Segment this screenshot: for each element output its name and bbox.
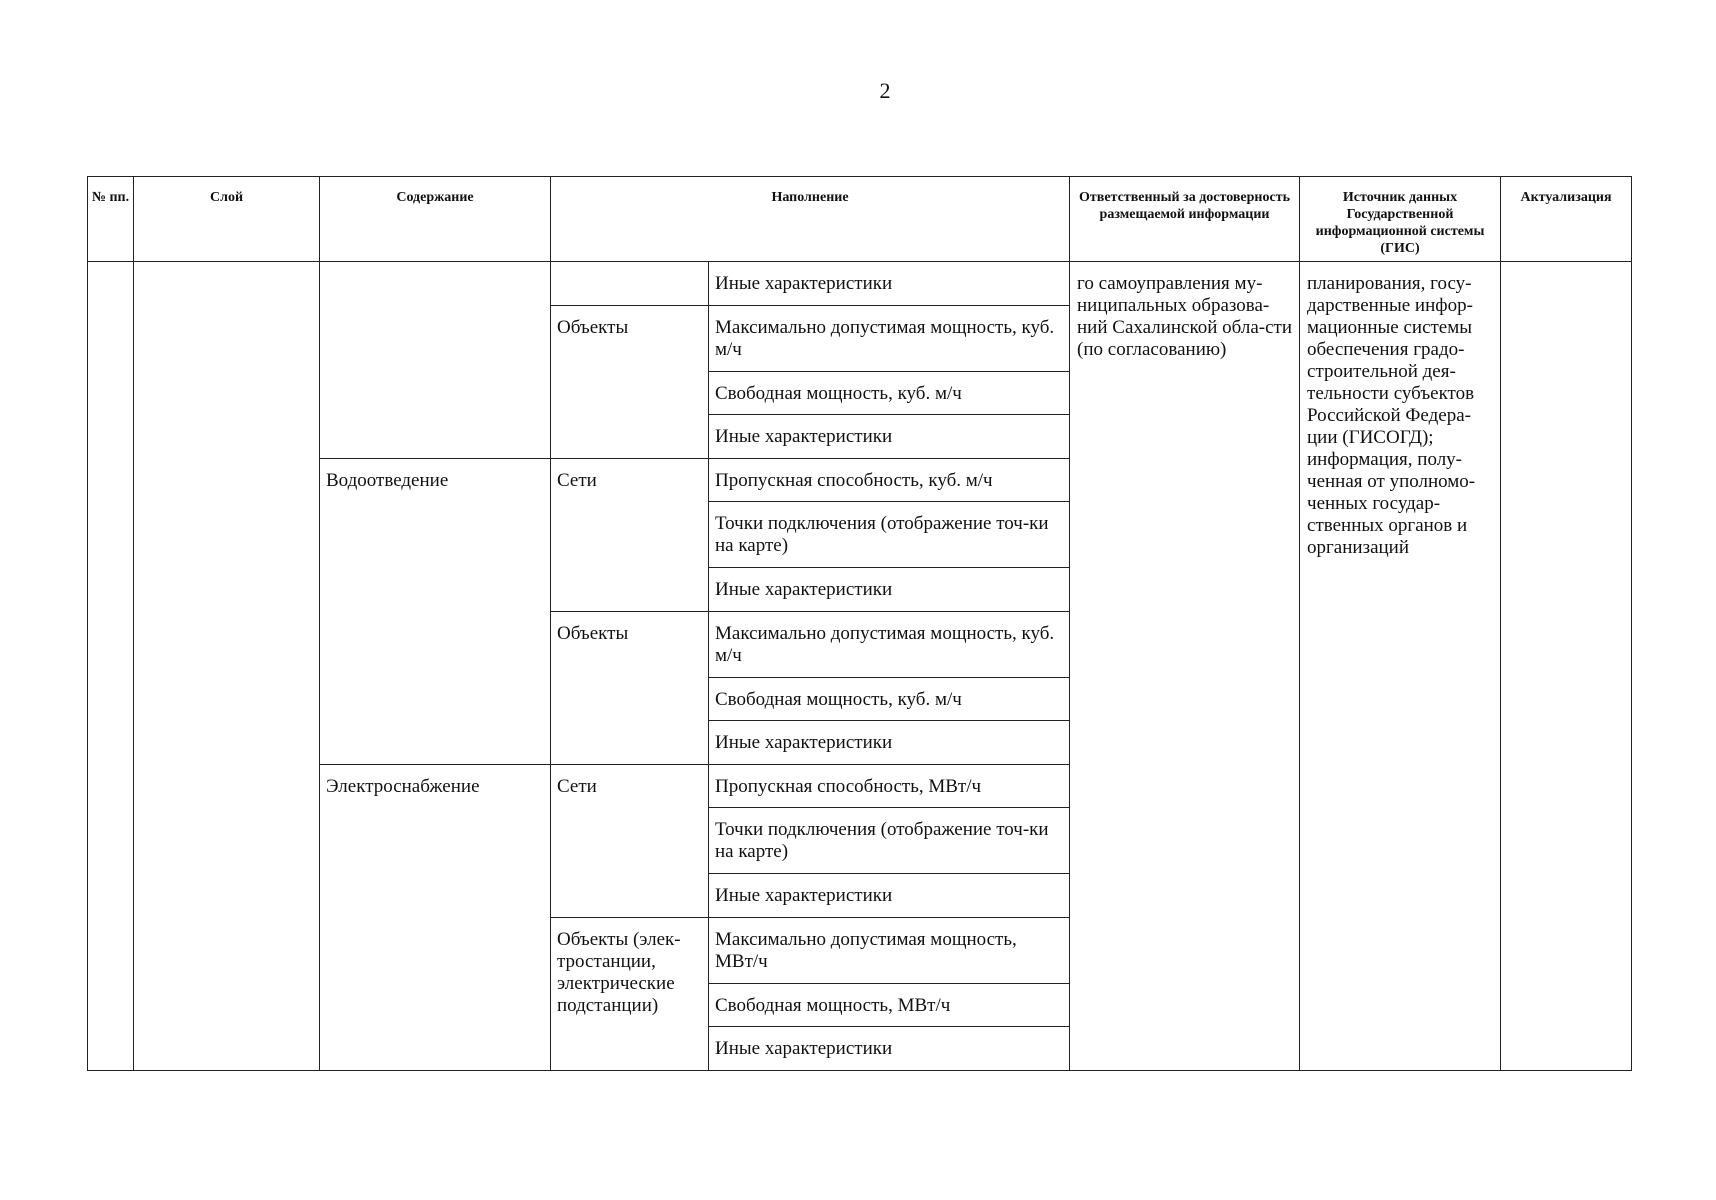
content-text: Электроснабжение xyxy=(326,775,480,797)
content-text: Водоотведение xyxy=(326,469,449,491)
characteristic-text: Свободная мощность, куб. м/ч xyxy=(715,382,962,404)
type-text: Сети xyxy=(557,775,597,797)
characteristic-text: Свободная мощность, куб. м/ч xyxy=(715,688,962,710)
type-text: Объекты (элек-тростанции, электрические подстанции) xyxy=(557,928,681,1016)
page-number: 2 xyxy=(879,78,891,103)
cell-responsible xyxy=(1070,262,1300,1071)
cell-type-continued xyxy=(551,262,709,306)
characteristic-text: Иные характеристики xyxy=(715,426,893,447)
header-update: Актуализация xyxy=(1501,177,1632,262)
cell-characteristic xyxy=(709,917,1070,983)
characteristic-text: Максимально допустимая мощность, куб. м/ч xyxy=(715,622,1055,666)
characteristic-text: Иные характеристики xyxy=(715,273,893,294)
characteristic-text: Максимально допустимая мощность, куб. м/ч xyxy=(715,316,1055,360)
cell-characteristic xyxy=(709,721,1070,765)
cell-update xyxy=(1501,262,1632,1071)
cell-source xyxy=(1300,262,1501,1071)
cell-characteristic xyxy=(709,568,1070,612)
cell-characteristic xyxy=(709,458,1070,502)
characteristic-text: Иные характеристики xyxy=(715,885,893,906)
characteristic-text: Пропускная способность, МВт/ч xyxy=(715,775,982,797)
cell-type xyxy=(551,458,709,611)
cell-layer xyxy=(134,262,320,1071)
header-layer: Слой xyxy=(134,177,320,262)
header-num: № пп. xyxy=(88,177,134,262)
header-source: Источник данных Государственной информационной системы (ГИС) xyxy=(1300,177,1501,262)
cell-characteristic xyxy=(709,305,1070,371)
characteristic-text: Максимально допустимая мощность, МВт/ч xyxy=(715,928,1017,972)
cell-num xyxy=(88,262,134,1071)
table-row xyxy=(88,262,1632,306)
cell-characteristic xyxy=(709,874,1070,918)
cell-type xyxy=(551,611,709,764)
characteristic-text: Точки подключения (отображение точ-ки на карте) xyxy=(715,513,1049,556)
type-text: Сети xyxy=(557,469,597,491)
cell-characteristic xyxy=(709,808,1070,874)
cell-characteristic xyxy=(709,764,1070,808)
table-header-row xyxy=(88,177,1632,262)
cell-content xyxy=(320,764,551,1070)
cell-type xyxy=(551,305,709,458)
responsible-text: го самоуправления му-ниципальных образова-ний Сахалинской обла-сти (по согласованию) xyxy=(1077,273,1292,360)
characteristic-text: Точки подключения (отображение точ-ки на карте) xyxy=(715,819,1049,862)
characteristic-text: Иные характеристики xyxy=(715,1038,893,1059)
characteristic-text: Свободная мощность, МВт/ч xyxy=(715,994,951,1016)
characteristic-text: Иные характеристики xyxy=(715,732,893,753)
cell-content xyxy=(320,458,551,764)
characteristic-text: Иные характеристики xyxy=(715,579,893,600)
cell-characteristic xyxy=(709,415,1070,459)
cell-characteristic xyxy=(709,371,1070,415)
cell-characteristic xyxy=(709,502,1070,568)
characteristic-text: Пропускная способность, куб. м/ч xyxy=(715,469,993,491)
cell-type xyxy=(551,917,709,1070)
cell-characteristic xyxy=(709,1027,1070,1071)
source-text: планирования, госу-дарственные инфор-мационные системы обеспечения градо-строительной дея-тельности субъектов Российской Федера-ции (ГИСОГД); информация, полу-ченная от уполномо-ченных государ-ственных органов и организаций xyxy=(1307,273,1476,558)
header-responsible: Ответственный за достоверность размещаемой информации xyxy=(1070,177,1300,262)
cell-type xyxy=(551,764,709,917)
header-content: Содержание xyxy=(320,177,551,262)
cell-characteristic xyxy=(709,983,1070,1027)
data-layers-table xyxy=(87,176,1632,1071)
type-text: Объекты xyxy=(557,622,629,644)
cell-characteristic xyxy=(709,611,1070,677)
cell-characteristic xyxy=(709,262,1070,306)
header-filling: Наполнение xyxy=(551,177,1070,262)
type-text: Объекты xyxy=(557,316,629,338)
cell-content-continued xyxy=(320,262,551,459)
cell-characteristic xyxy=(709,677,1070,721)
